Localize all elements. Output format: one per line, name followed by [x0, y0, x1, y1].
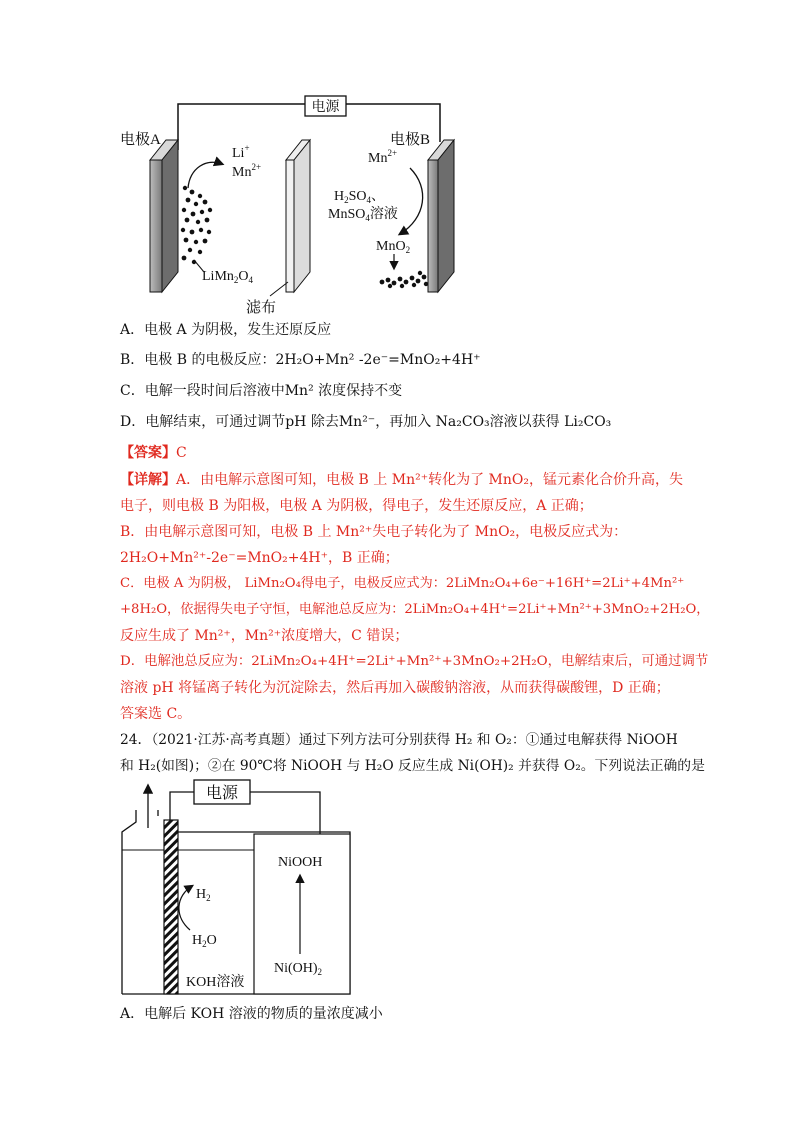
electrode-b-label: 电极B — [390, 132, 431, 148]
arrow-to-solution — [188, 162, 222, 188]
explanation-line-9: 溶液 pH 将锰离子转化为沉淀除去，然后再加入碳酸钠溶液，从而获得碳酸锂，D 正确； — [120, 680, 670, 696]
question-24-option-a: A．电解后 KOH 溶液的物质的量浓度减小 — [120, 1006, 383, 1022]
option-a: A．电极 A 为阴极，发生还原反应 — [120, 322, 332, 338]
explanation-line-5: C．电极 A 为阴极， LiMn₂O₄得电子，电极反应式为：2LiMn₂O₄+6e⁻+16H⁺=2Li⁺+4Mn²⁺ — [120, 576, 685, 591]
power-supply-label: 电源 — [311, 100, 340, 115]
electrolysis-diagram-2 — [112, 776, 362, 998]
electrode-a-label: 电极A — [120, 132, 161, 148]
option-b: B．电极 B 的电极反应：2H₂O+Mn² -2e⁻=MnO₂+4H⁺ — [120, 352, 481, 368]
nioh2-label: $Ni(OH)_2$ — [274, 961, 323, 977]
option-c: C．电解一段时间后溶液中Mn² 浓度保持不变 — [120, 383, 403, 399]
electrolysis-diagram-1 — [110, 92, 470, 320]
explanation-label: 【详解】 — [120, 472, 176, 488]
niooh-label: NiOOH — [278, 855, 323, 870]
li-ion-label: Li+ — [232, 143, 250, 161]
explanation-line-10: 答案选 C。 — [120, 706, 192, 722]
h2o-label: $H_2O$ — [192, 933, 217, 949]
arrow-mn-to-mno2 — [400, 168, 423, 234]
explanation-line-7: 反应生成了 Mn²⁺，Mn²⁺浓度增大，C 错误； — [120, 628, 409, 644]
power-supply-label: 电源 — [205, 785, 239, 802]
electrolyte-label-2: MnSO$_4$溶液 — [328, 207, 398, 223]
explanation-line-8: D．电解池总反应为：2LiMn₂O₄+4H⁺=2Li⁺+Mn²⁺+3MnO₂+2H₂O，电解结束后，可通过调节 — [120, 654, 709, 669]
option-d: D．电解结束，可通过调节pH 除去Mn²⁻，再加入 Na₂CO₃溶液以获得 Li₂CO₃ — [120, 414, 612, 430]
h2-label: $H_2$ — [196, 887, 211, 903]
explanation-line-3: B．由电解示意图可知，电极 B 上 Mn²⁺失电子转化为了 MnO₂，电极反应式为： — [120, 524, 628, 540]
filter-label: 滤布 — [246, 300, 277, 316]
cathode-electrode — [164, 820, 178, 994]
answer-label: 【答案】 — [120, 445, 176, 461]
electrolyte-label-1: $H_2SO_4$、 — [334, 189, 386, 205]
explanation-line-4: 2H₂O+Mn²⁺-2e⁻=MnO₂+4H⁺，B 正确； — [120, 550, 399, 566]
mn-ion-label-b: $Mn^{2+}$ — [368, 148, 398, 166]
question-24-line-1: 24．（2021·江苏·高考真题）通过下列方法可分别获得 H₂ 和 O₂：①通过电解获得 NiOOH — [120, 732, 678, 748]
answer-line — [120, 443, 187, 463]
answer-value: C — [176, 445, 187, 461]
mn-ion-label-a: $Mn^{2+}$ — [232, 162, 262, 180]
explanation-line-2: 电子，则电极 B 为阳极，电极 A 为阴极，得电子，发生还原反应，A 正确； — [120, 498, 593, 514]
filter-pointer — [270, 282, 288, 296]
limn2o4-label: $LiMn_2O_4$ — [202, 269, 254, 285]
explanation-line-6: +8H₂O，依据得失电子守恒，电解池总反应为：2LiMn₂O₄+4H⁺=2Li⁺+Mn²⁺+3MnO₂+2H₂O， — [120, 602, 710, 617]
h2o-to-h2-arrow — [179, 886, 192, 930]
mno2-label: MnO$_2$ — [376, 239, 411, 255]
question-24-line-2: 和 H₂(如图)；②在 90℃将 NiOOH 与 H₂O 反应生成 Ni(OH)₂ 并获得 O₂。下列说法正确的是 — [120, 758, 705, 774]
koh-solution-label: KOH溶液 — [186, 975, 245, 990]
mno2-precipitate — [380, 271, 429, 288]
limn2o4-particles — [181, 186, 212, 264]
explanation-line-1: 【详解】A．由电解示意图可知，电极 B 上 Mn²⁺转化为了 MnO₂，锰元素化合价升高，失 — [120, 472, 683, 488]
